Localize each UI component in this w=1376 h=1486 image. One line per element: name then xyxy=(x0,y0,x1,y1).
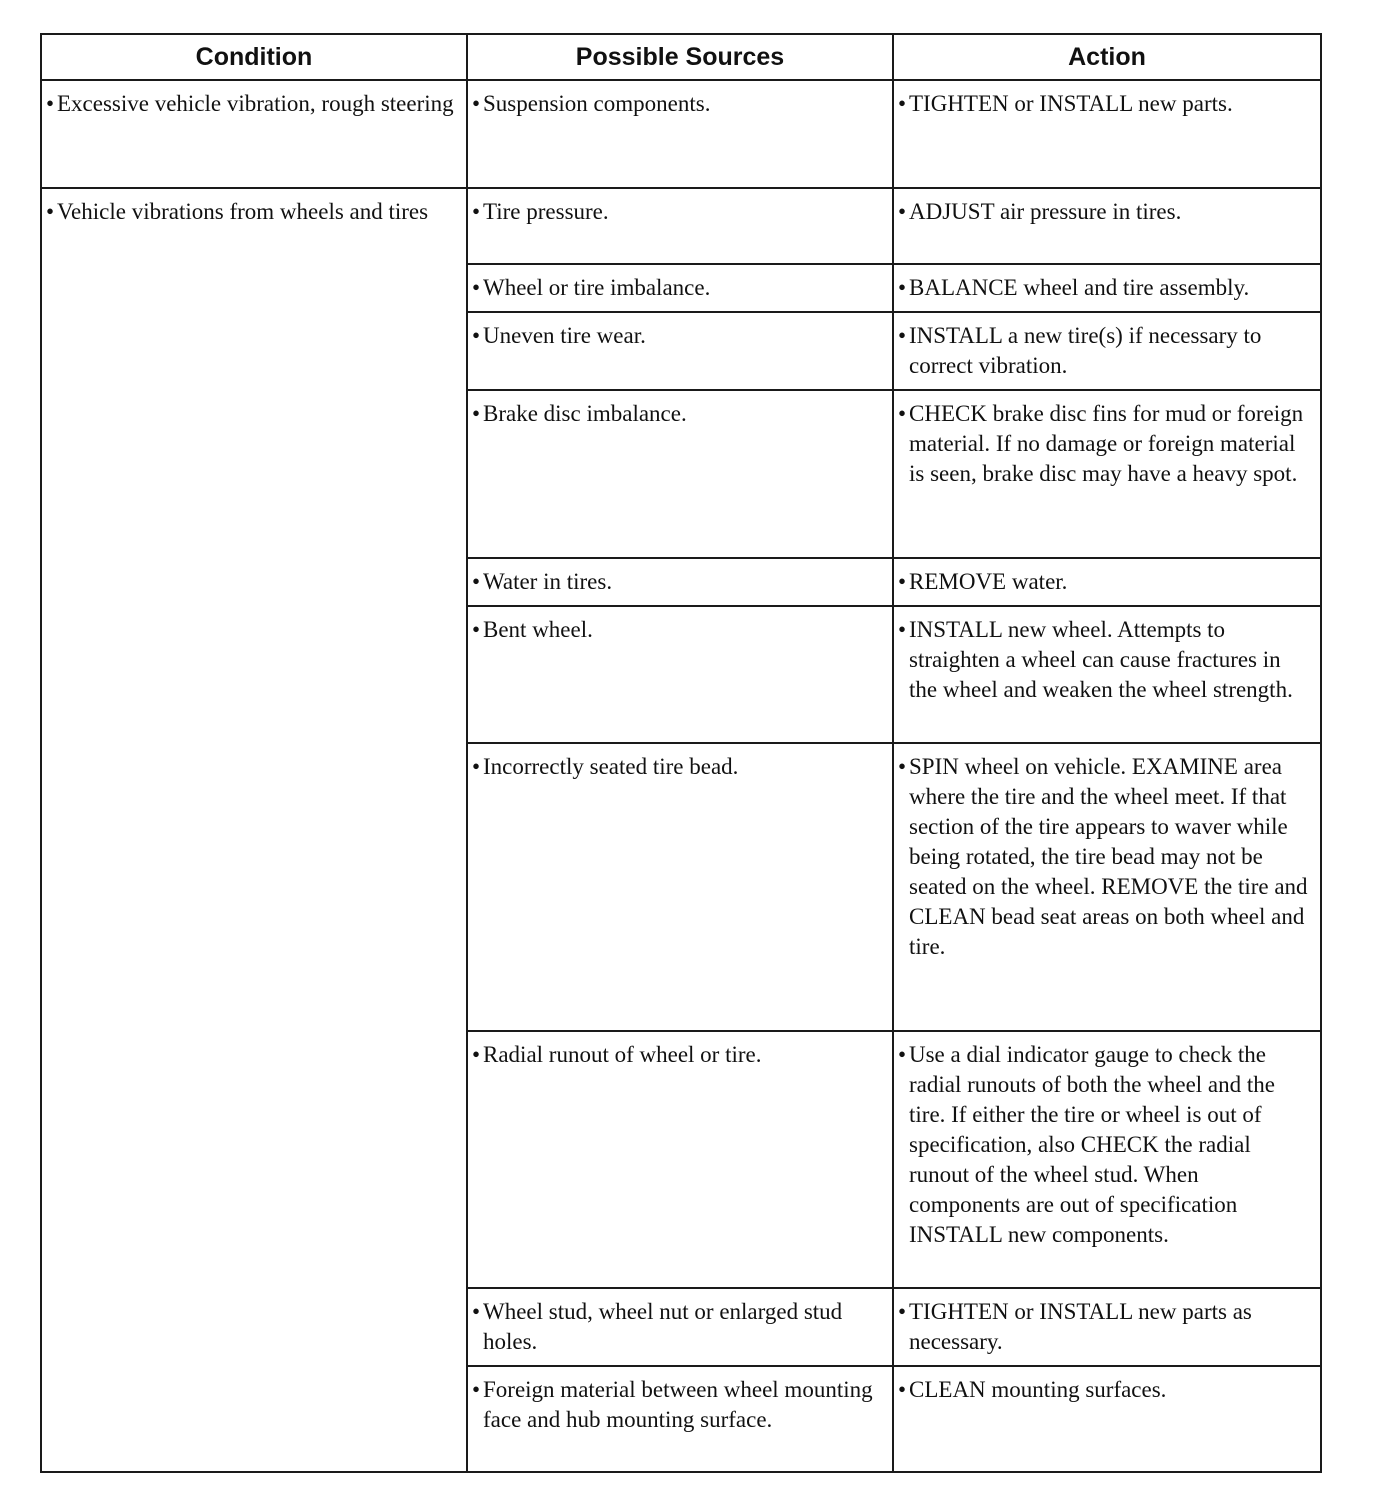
source-label: Radial runout of wheel or tire. xyxy=(483,1042,762,1067)
source-text xyxy=(472,321,886,351)
header-possible-sources: Possible Sources xyxy=(467,34,893,80)
action-text xyxy=(898,1040,1314,1250)
action-label: CHECK brake disc fins for mud or foreign material. If no damage or foreign material is seen, brake disc may have a heavy spot. xyxy=(909,401,1304,486)
condition-label: Vehicle vibrations from wheels and tires xyxy=(57,199,429,224)
action-cell xyxy=(893,606,1321,743)
bullet: • xyxy=(472,1042,481,1067)
source-cell xyxy=(467,188,893,264)
bullet: • xyxy=(898,199,907,224)
source-text xyxy=(472,567,886,597)
bullet: • xyxy=(46,199,55,224)
action-text xyxy=(898,1375,1314,1405)
source-text xyxy=(472,1375,886,1435)
source-cell xyxy=(467,390,893,558)
action-text xyxy=(898,1297,1314,1357)
source-label: Foreign material between wheel mounting face and hub mounting surface. xyxy=(483,1377,873,1432)
source-cell xyxy=(467,80,893,188)
header-action: Action xyxy=(893,34,1321,80)
source-label: Water in tires. xyxy=(483,569,613,594)
action-cell xyxy=(893,80,1321,188)
action-cell xyxy=(893,1031,1321,1288)
action-text xyxy=(898,752,1314,962)
table-header xyxy=(41,34,1321,80)
action-cell xyxy=(893,390,1321,558)
bullet: • xyxy=(46,91,55,116)
action-label: ADJUST air pressure in tires. xyxy=(909,199,1182,224)
action-label: TIGHTEN or INSTALL new parts. xyxy=(909,91,1233,116)
table-row xyxy=(41,80,1321,188)
source-label: Wheel or tire imbalance. xyxy=(483,275,711,300)
source-label: Bent wheel. xyxy=(483,617,593,642)
header-condition: Condition xyxy=(41,34,467,80)
source-text xyxy=(472,273,886,303)
source-text xyxy=(472,752,886,782)
bullet: • xyxy=(898,1299,907,1324)
source-cell xyxy=(467,312,893,390)
action-label: SPIN wheel on vehicle. EXAMINE area where the tire and the wheel meet. If that section of the tire appears to waver while being rotated, the tire bead may not be seated on the wheel. REMOVE the tire and CLEAN bead seat areas on both wheel and tire. xyxy=(909,754,1308,959)
source-cell xyxy=(467,1031,893,1288)
action-text xyxy=(898,197,1314,227)
action-label: CLEAN mounting surfaces. xyxy=(909,1377,1167,1402)
bullet: • xyxy=(898,275,907,300)
source-label: Brake disc imbalance. xyxy=(483,401,687,426)
condition-cell xyxy=(41,188,467,1472)
action-cell xyxy=(893,188,1321,264)
action-cell xyxy=(893,1288,1321,1366)
bullet: • xyxy=(472,617,481,642)
bullet: • xyxy=(898,617,907,642)
table-body xyxy=(41,80,1321,1472)
source-text xyxy=(472,89,886,119)
bullet: • xyxy=(472,323,481,348)
bullet: • xyxy=(472,754,481,779)
condition-text xyxy=(46,89,460,119)
source-cell xyxy=(467,606,893,743)
bullet: • xyxy=(898,569,907,594)
bullet: • xyxy=(898,323,907,348)
action-cell xyxy=(893,312,1321,390)
source-text xyxy=(472,1040,886,1070)
source-text xyxy=(472,1297,886,1357)
action-text xyxy=(898,399,1314,489)
action-text xyxy=(898,321,1314,381)
source-text xyxy=(472,615,886,645)
bullet: • xyxy=(472,91,481,116)
source-label: Incorrectly seated tire bead. xyxy=(483,754,739,779)
condition-cell xyxy=(41,80,467,188)
bullet: • xyxy=(472,1377,481,1402)
bullet: • xyxy=(898,1042,907,1067)
bullet: • xyxy=(472,401,481,426)
action-label: INSTALL a new tire(s) if necessary to correct vibration. xyxy=(909,323,1262,378)
action-cell xyxy=(893,743,1321,1031)
bullet: • xyxy=(898,1377,907,1402)
source-label: Suspension components. xyxy=(483,91,711,116)
source-cell xyxy=(467,264,893,312)
action-cell xyxy=(893,558,1321,606)
condition-label: Excessive vehicle vibration, rough steering xyxy=(57,91,454,116)
action-cell xyxy=(893,1366,1321,1472)
source-label: Tire pressure. xyxy=(483,199,609,224)
action-label: INSTALL new wheel. Attempts to straighten a wheel can cause fractures in the wheel and weaken the wheel strength. xyxy=(909,617,1293,702)
source-label: Uneven tire wear. xyxy=(483,323,646,348)
bullet: • xyxy=(472,275,481,300)
condition-text xyxy=(46,197,460,227)
table-row xyxy=(41,188,1321,264)
bullet: • xyxy=(898,754,907,779)
diagnosis-table xyxy=(40,33,1322,1473)
source-cell xyxy=(467,558,893,606)
bullet: • xyxy=(898,401,907,426)
action-label: REMOVE water. xyxy=(909,569,1068,594)
action-label: TIGHTEN or INSTALL new parts as necessary. xyxy=(909,1299,1252,1354)
bullet: • xyxy=(472,569,481,594)
bullet: • xyxy=(472,199,481,224)
bullet: • xyxy=(472,1299,481,1324)
action-text xyxy=(898,615,1314,705)
action-cell xyxy=(893,264,1321,312)
source-cell xyxy=(467,1366,893,1472)
action-text xyxy=(898,273,1314,303)
source-cell xyxy=(467,743,893,1031)
source-cell xyxy=(467,1288,893,1366)
action-label: Use a dial indicator gauge to check the radial runouts of both the wheel and the tire. If either the tire or wheel is out of specification, also CHECK the radial runout of the wheel stud. When components are out of specification INSTALL new components. xyxy=(909,1042,1275,1247)
action-label: BALANCE wheel and tire assembly. xyxy=(909,275,1250,300)
action-text xyxy=(898,89,1314,119)
source-text xyxy=(472,197,886,227)
header-row xyxy=(41,34,1321,80)
source-label: Wheel stud, wheel nut or enlarged stud holes. xyxy=(483,1299,843,1354)
action-text xyxy=(898,567,1314,597)
bullet: • xyxy=(898,91,907,116)
source-text xyxy=(472,399,886,429)
